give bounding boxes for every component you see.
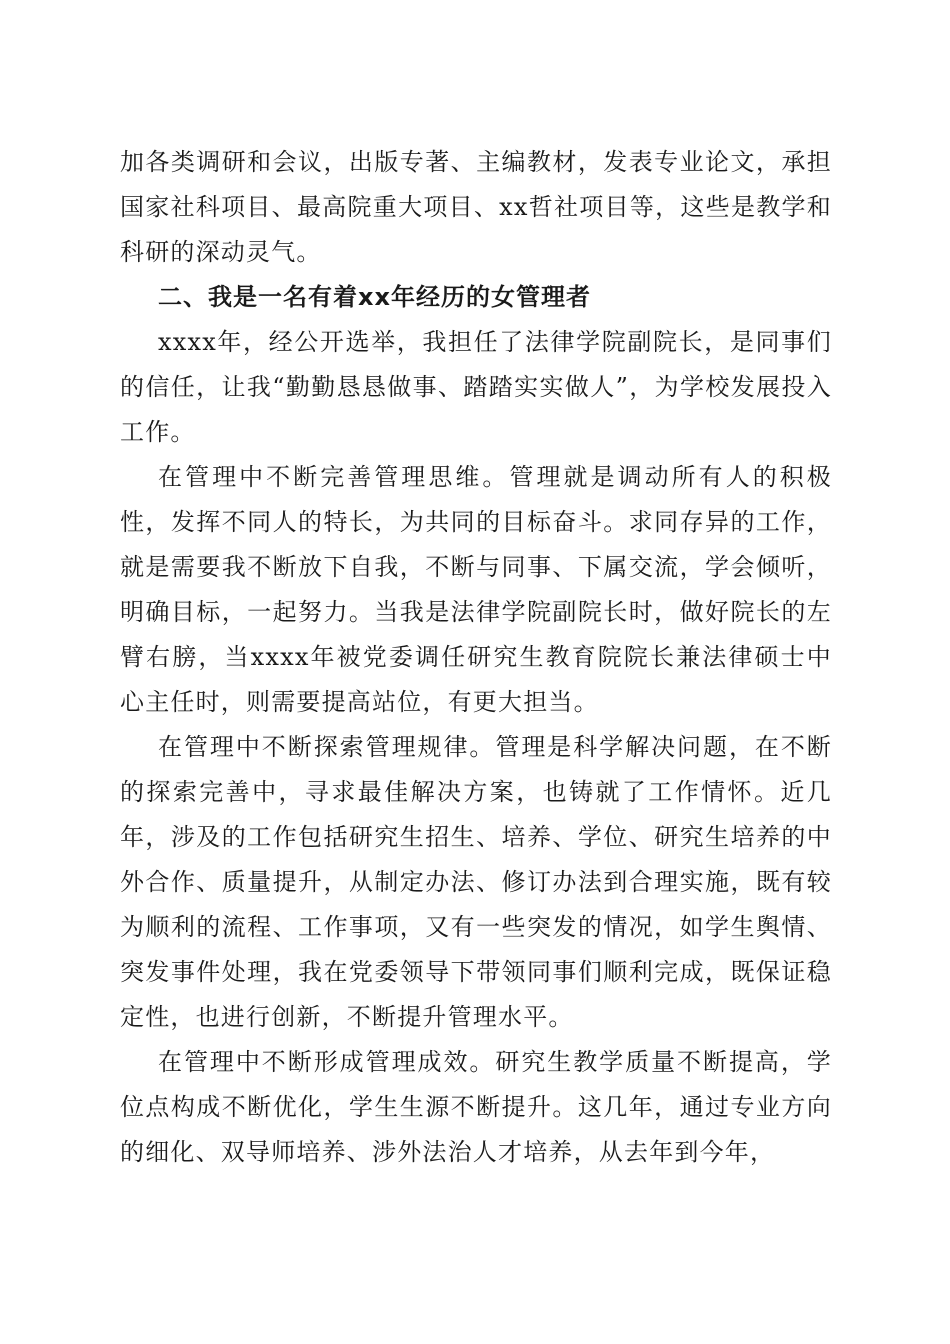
document-body: [120, 140, 832, 1175]
paragraph-management-rules: 在管理中不断探索管理规律。管理是科学解决问题，在不断的探索完善中，寻求最佳解决方案，也铸就了工作情怀。近几年，涉及的工作包括研究生招生、培养、学位、研究生培养的中外合作、质量提升，从制定办法、修订办法到合理实施，既有较为顺利的流程、工作事项，又有一些突发的情况，如学生舆情、突发事件处理，我在党委领导下带领同事们顺利完成，既保证稳定性，也进行创新，不断提升管理水平。: [120, 733, 832, 1031]
paragraph-appointment: xxxx年，经公开选举，我担任了法律学院副院长，是同事们的信任，让我“勤勤恳恳做事、踏踏实实做人”，为学校发展投入工作。: [120, 328, 832, 446]
section-heading: 二、我是一名有着xx年经历的女管理者: [158, 283, 591, 311]
paragraph-continuation: 加各类调研和会议，出版专著、主编教材，发表专业论文，承担国家社科项目、最高院重大项目、xx哲社项目等，这些是教学和科研的深动灵气。: [120, 148, 832, 266]
paragraph-management-thinking: 在管理中不断完善管理思维。管理就是调动所有人的积极性，发挥不同人的特长，为共同的目标奋斗。求同存异的工作，就是需要我不断放下自我，不断与同事、下属交流，学会倾听，明确目标，一起努力。当我是法律学院副院长时，做好院长的左臂右膀，当xxxx年被党委调任研究生教育院院长兼法律硕士中心主任时，则需要提高站位，有更大担当。: [120, 463, 832, 716]
paragraph-management-results: 在管理中不断形成管理成效。研究生教学质量不断提高，学位点构成不断优化，学生生源不断提升。这几年，通过专业方向的细化、双导师培养、涉外法治人才培养，从去年到今年，: [120, 1048, 832, 1166]
